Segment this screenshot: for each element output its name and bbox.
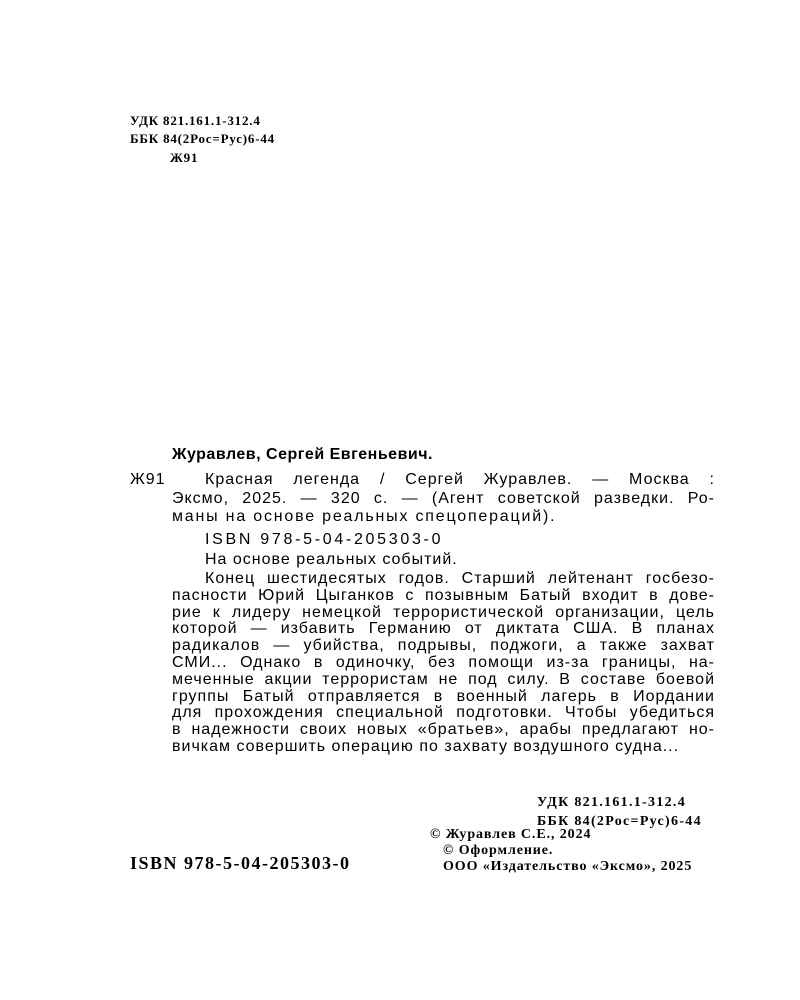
description-line: маны на основе реальных спецопераций). [172, 508, 557, 525]
annotation-line: СМИ... Однако в одиночку, без помощи из-за границы, на- [172, 654, 715, 671]
copyright-design: © Оформление. [443, 843, 554, 858]
annotation-lead: На основе реальных событий. [205, 551, 458, 568]
annotation-line: группы Батый отправляется в военный лагерь в Иордании [172, 688, 715, 705]
annotation-line: в надежности своих новых «братьев», арабы предлагают но- [172, 721, 715, 738]
udk-code-right: УДК 821.161.1-312.4 [537, 795, 687, 810]
udk-code: УДК 821.161.1-312.4 [130, 113, 261, 128]
annotation-line: Конец шестидесятых годов. Старший лейтенант госбезо- [205, 570, 715, 587]
author-mark: Ж91 [170, 150, 199, 165]
annotation-line: рие к лидеру немецкой террористической организации, цель [172, 604, 715, 621]
record-author-mark: Ж91 [130, 471, 166, 488]
bbk-code-right: ББК 84(2Рос=Рус)6-44 [537, 814, 702, 829]
annotation-line: пасности Юрий Цыганков с позывным Батый входит в дове- [172, 587, 715, 604]
annotation-line: которой — избавить Германию от диктата США. В планах [172, 620, 715, 637]
annotation-line: для прохождения специальной подготовки. Чтобы убедиться [172, 704, 715, 721]
description-line: Эксмо, 2025. — 320 с. — (Агент советской разведки. Ро- [172, 490, 715, 507]
annotation-line: радикалов — убийства, подрывы, поджоги, а также захват [172, 637, 715, 654]
bbk-code: ББК 84(2Рос=Рус)6-44 [130, 131, 275, 146]
description-line: Красная легенда / Сергей Журавлев. — Москва : [205, 471, 715, 488]
copyright-author: © Журавлев С.Е., 2024 [430, 827, 592, 842]
isbn-footer: ISBN 978-5-04-205303-0 [130, 853, 351, 873]
annotation-line: меченные акции террористам не под силу. В составе боевой [172, 671, 715, 688]
annotation-line: вичкам совершить операцию по захвату воздушного судна... [172, 738, 680, 755]
copyright-publisher: ООО «Издательство «Эксмо», 2025 [443, 859, 693, 874]
author-heading: Журавлев, Сергей Евгеньевич. [172, 446, 433, 463]
isbn-record: ISBN 978-5-04-205303-0 [205, 531, 444, 548]
